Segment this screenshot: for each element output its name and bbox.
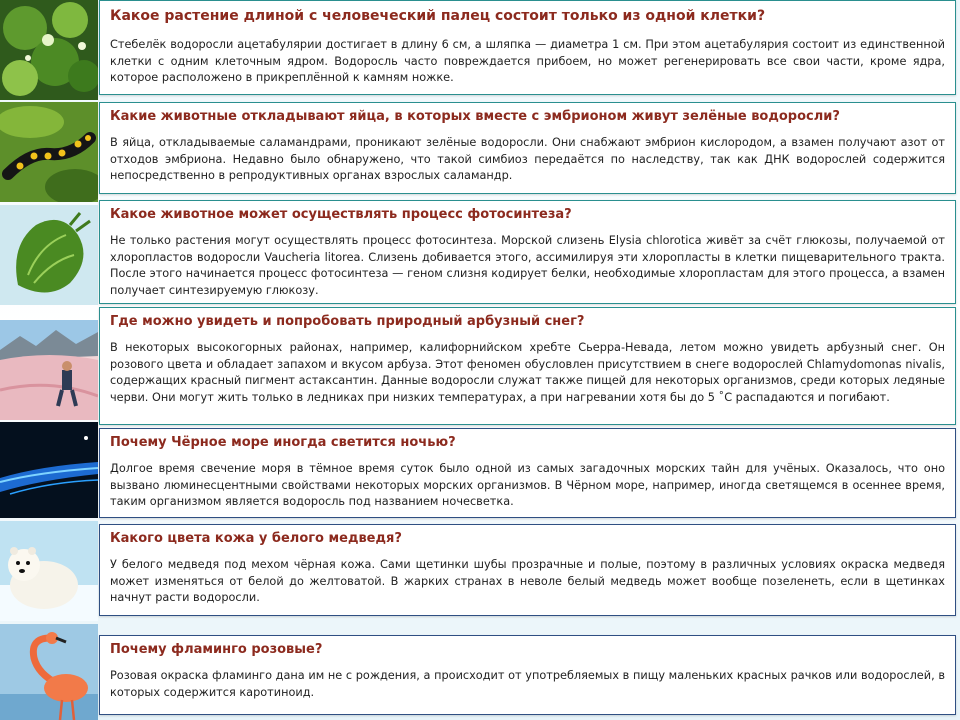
answer-text: У белого медведя под мехом чёрная кожа. Сами щетинки шубы прозрачные и полые, поэтому в различных условиях окраска медведя может изменяться от белой до желтоватой. В жарких странах в неволе белый медведь может вообще позеленеть, если в щетинках начнут расти водоросли.	[110, 558, 945, 604]
question-title: Какое животное может осуществлять процесс фотосинтеза?	[110, 207, 572, 222]
qa-card-photosynthesis	[99, 200, 956, 304]
answer-text: Стебелёк водоросли ацетабулярии достигает в длину 6 см, а шляпка — диаметра 1 см. При этом ацетабулярия состоит из единственной клетки с одним клеточным ядром. Водоросль часто повреждается прибоем, но может регенерировать все свои части, кроме ядра, которое расположено в прикреплённой к камням ножке.	[110, 38, 945, 84]
watermelon-snow-photo	[0, 320, 98, 420]
qa-card-acetabularia	[99, 0, 956, 95]
polar-bear-photo	[0, 521, 98, 621]
sea-slug-photo	[0, 205, 98, 305]
acetabularia-photo	[0, 0, 98, 100]
question-title: Почему Чёрное море иногда светится ночью?	[110, 435, 456, 450]
qa-card-salamander	[99, 102, 956, 194]
question-title: Почему фламинго розовые?	[110, 642, 323, 657]
qa-card-watermelon-snow	[99, 307, 956, 425]
qa-card-polar-bear	[99, 524, 956, 616]
question-title: Какого цвета кожа у белого медведя?	[110, 531, 402, 546]
flamingo-photo	[0, 624, 98, 720]
question-title: Где можно увидеть и попробовать природный арбузный снег?	[110, 314, 585, 329]
answer-text: В яйца, откладываемые саламандрами, проникают зелёные водоросли. Они снабжают эмбрион кислородом, а взамен получают азот от отходов эмбриона. Недавно было обнаружено, что такой симбиоз передаётся по наследству, так как ДНК водорослей содержится непосредственно в репродуктивных органах взрослых саламандр.	[110, 136, 945, 182]
salamander-photo	[0, 102, 98, 202]
answer-text: Долгое время свечение моря в тёмное время суток было одной из самых загадочных морских тайн для учёных. Оказалось, что оно вызвано люминесцентными свойствами некоторых морских организмов. В Чёрном море, например, иногда светящемся в осеннее время, таким организмом является водоросль под названием ночесветка.	[110, 462, 945, 508]
qa-card-flamingo	[99, 635, 956, 715]
question-title: Какие животные откладывают яйца, в которых вместе с эмбрионом живут зелёные водоросли?	[110, 109, 840, 124]
qa-card-black-sea	[99, 428, 956, 518]
glowing-sea-photo	[0, 422, 98, 518]
answer-text: В некоторых высокогорных районах, например, калифорнийском хребте Сьерра-Невада, летом можно увидеть арбузный снег. Он розового цвета и обладает запахом и вкусом арбуза. Этот феномен обусловлен присутствием в снеге водорослей Chlamydomonas nivalis, содержащих красный пигмент астаксантин. Данные водоросли служат также пищей для некоторых организмов, среди которых ледяные черви. Они могут жить только в ледниках при низких температурах, а при нагревании хотя бы до 5 ˚С распадаются и погибают.	[110, 341, 945, 404]
question-title: Какое растение длиной с человеческий палец состоит только из одной клетки?	[110, 8, 766, 24]
answer-text: Не только растения могут осуществлять процесс фотосинтеза. Морской слизень Elysia chlorotica живёт за счёт глюкозы, получаемой от хлоропластов водоросли Vaucheria litorea. Слизень добивается этого, ассимилируя эти хлоропласты в клетки пищеварительного тракта. После этого начинается процесс фотосинтеза — геном слизня кодирует белки, необходимые хлоропластам для этого процесса, а взамен получает синтезируемую глюкозу.	[110, 234, 945, 297]
answer-text: Розовая окраска фламинго дана им не с рождения, а происходит от употребляемых в пищу маленьких красных рачков или водорослей, в которых содержится каротиноид.	[110, 669, 945, 699]
